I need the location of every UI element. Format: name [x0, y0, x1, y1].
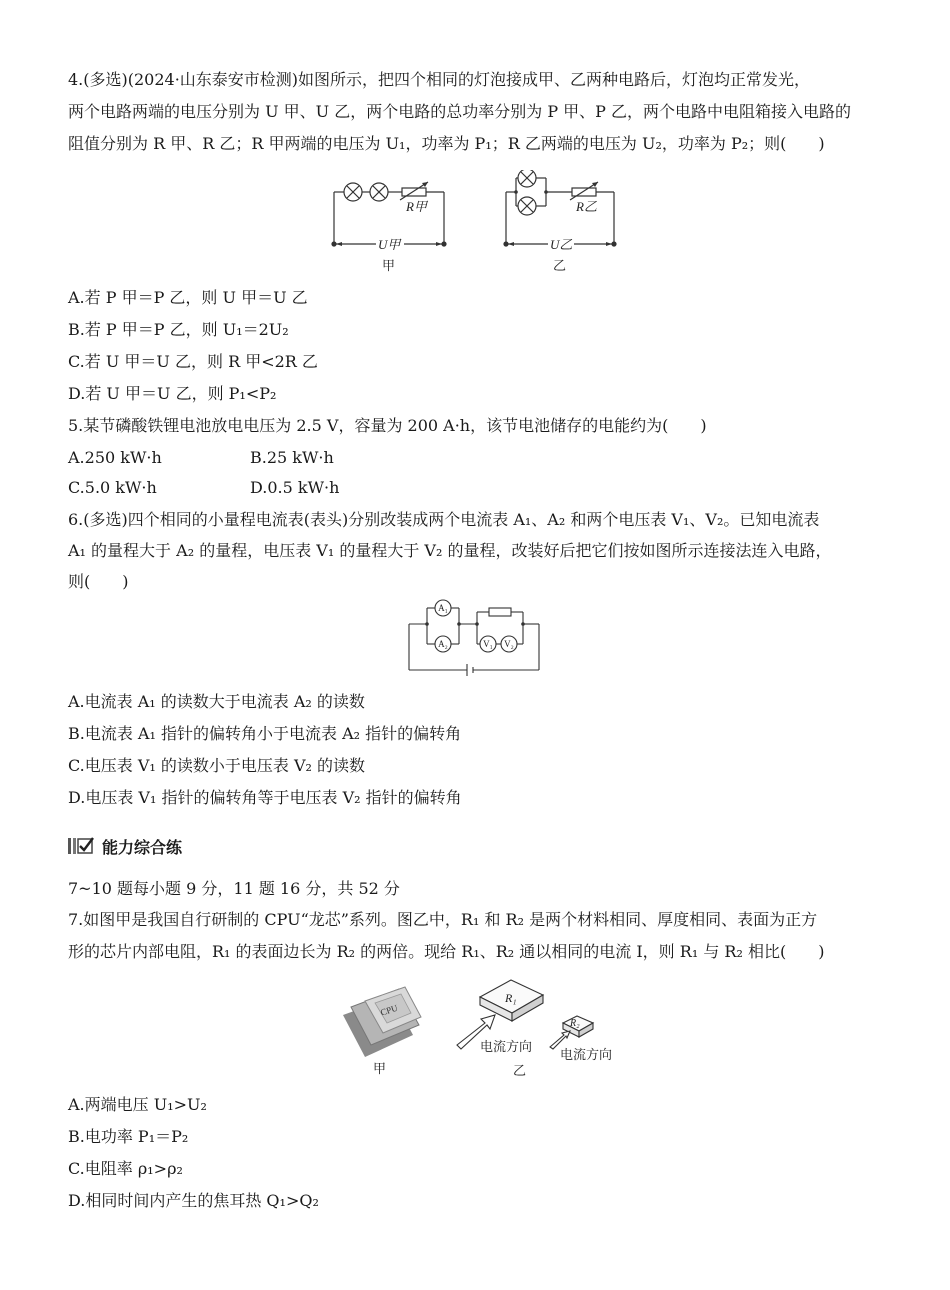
- q6-stem-line-1: 6.(多选)四个相同的小量程电流表(表头)分别改装成两个电流表 A₁、A₂ 和两个电压表 V₁、V₂。已知电流表: [68, 510, 820, 529]
- q7-option-a: A.两端电压 U₁>U₂: [68, 1095, 207, 1114]
- section-header: [68, 835, 182, 857]
- q4-caption-yi: 乙: [553, 258, 567, 273]
- q6-stem-line-3: 则( ): [68, 572, 129, 591]
- q6-label-a1: A₁: [438, 603, 448, 613]
- q7-label-r2: R₂: [570, 1018, 580, 1029]
- q7-figure: [335, 975, 635, 1089]
- q7-label-dir2: 电流方向: [560, 1047, 613, 1062]
- q6-label-v2: V₂: [504, 639, 514, 649]
- q4-label-u-yi: U乙: [550, 237, 573, 252]
- q4-label-u-jia: U甲: [378, 237, 401, 252]
- cpu-label: CPU: [379, 1002, 399, 1018]
- q4-option-b: B.若 P 甲＝P 乙，则 U₁＝2U₂: [68, 320, 289, 339]
- q7-caption-jia: 甲: [373, 1061, 387, 1076]
- checklist-icon: [68, 836, 94, 856]
- q5-stem: 5.某节磷酸铁锂电池放电电压为 2.5 V，容量为 200 A·h，该节电池储存的电能约为( ): [68, 416, 707, 435]
- q7-label-r1: R₁: [505, 991, 517, 1005]
- section-title: 能力综合练: [102, 837, 183, 857]
- q6-circuit-figure: [405, 598, 545, 680]
- scoring-note: 7~10 题每小题 9 分，11 题 16 分，共 52 分: [68, 879, 400, 898]
- q4-circuit-figure: [320, 170, 630, 284]
- q7-stem-line-1: 7.如图甲是我国自行研制的 CPU“龙芯”系列。图乙中，R₁ 和 R₂ 是两个材料相同、厚度相同、表面为正方: [68, 910, 818, 929]
- q4-stem-line-2: 两个电路两端的电压分别为 U 甲、U 乙，两个电路的总功率分别为 P 甲、P 乙，两个电路中电阻箱接入电路的: [68, 102, 852, 121]
- q7-label-dir1: 电流方向: [480, 1039, 533, 1054]
- q4-option-a: A.若 P 甲＝P 乙，则 U 甲＝U 乙: [68, 288, 308, 307]
- q7-option-c: C.电阻率 ρ₁>ρ₂: [68, 1159, 183, 1178]
- cpu-chip-image: [343, 987, 421, 1057]
- q4-stem-line-1: 4.(多选)(2024·山东泰安市检测)如图所示，把四个相同的灯泡接成甲、乙两种电路后，灯泡均正常发光，: [68, 70, 811, 89]
- q6-option-b: B.电流表 A₁ 指针的偏转角小于电流表 A₂ 指针的偏转角: [68, 724, 462, 743]
- q4-label-r-jia: R甲: [406, 199, 427, 214]
- q4-label-r-yi: R乙: [576, 199, 597, 214]
- q5-option-c: C.5.0 kW·h: [68, 478, 157, 497]
- q4-stem-line-3: 阻值分别为 R 甲、R 乙；R 甲两端的电压为 U₁，功率为 P₁；R 乙两端的电压为 U₂，功率为 P₂；则( ): [68, 134, 825, 153]
- q5-option-a: A.250 kW·h: [68, 448, 162, 467]
- q7-option-b: B.电功率 P₁＝P₂: [68, 1127, 189, 1146]
- q6-option-a: A.电流表 A₁ 的读数大于电流表 A₂ 的读数: [68, 692, 365, 711]
- q7-caption-yi: 乙: [513, 1063, 527, 1078]
- q5-option-b: B.25 kW·h: [250, 448, 334, 467]
- q4-option-d: D.若 U 甲＝U 乙，则 P₁<P₂: [68, 384, 277, 403]
- q6-label-v1: V₁: [483, 639, 493, 649]
- q5-option-d: D.0.5 kW·h: [250, 478, 340, 497]
- q4-option-c: C.若 U 甲＝U 乙，则 R 甲<2R 乙: [68, 352, 318, 371]
- q6-option-d: D.电压表 V₁ 指针的偏转角等于电压表 V₂ 指针的偏转角: [68, 788, 462, 807]
- q7-stem-line-2: 形的芯片内部电阻，R₁ 的表面边长为 R₂ 的两倍。现给 R₁、R₂ 通以相同的电流 I，则 R₁ 与 R₂ 相比( ): [68, 942, 825, 961]
- q6-option-c: C.电压表 V₁ 的读数小于电压表 V₂ 的读数: [68, 756, 366, 775]
- q7-option-d: D.相同时间内产生的焦耳热 Q₁>Q₂: [68, 1191, 319, 1210]
- q6-label-a2: A₂: [438, 639, 448, 649]
- q6-stem-line-2: A₁ 的量程大于 A₂ 的量程，电压表 V₁ 的量程大于 V₂ 的量程，改装好后把它们按如图所示连接法连入电路，: [68, 541, 832, 560]
- q4-caption-jia: 甲: [382, 258, 396, 273]
